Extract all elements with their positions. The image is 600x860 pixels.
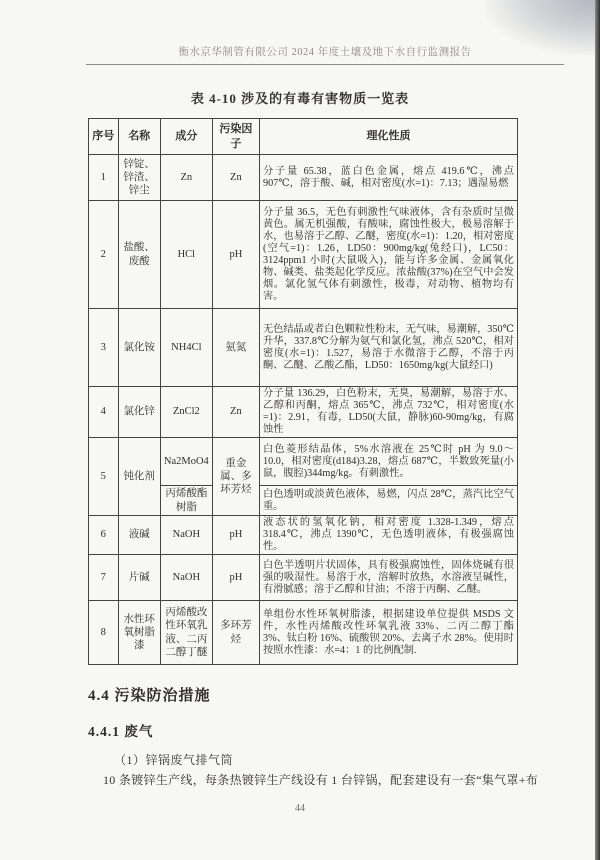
substance-name: 氯化锌: [118, 387, 160, 438]
substance-properties: 白色菱形结晶体，5%水溶液在 25℃时 pH 为 9.0～10.0，相对密度(d184)3.28，熔点 687℃，半数致死量(小鼠，腹腔)344mg/kg。有刺激性。: [259, 438, 517, 486]
row-no: 7: [89, 555, 119, 601]
scan-edge-shadow: [595, 0, 600, 860]
substance-name: 钝化剂: [118, 438, 160, 516]
pollution-factor: pH: [212, 516, 259, 555]
row-no: 3: [89, 309, 119, 387]
document-header: [86, 44, 564, 65]
substance-properties: 白色透明或淡黄色液体，易燃，闪点 28℃，蒸汽比空气重。: [259, 486, 517, 516]
substance-properties: 分子量 36.5，无色有刺激性气味液体，含有杂质时呈微黄色。属无机强酸，有酸味，腐蚀性极大，极易溶解于水，也易溶于乙醇、乙醚，密度(水=1)：1.20，相对密度(空气=1)：1.26，LD50：900mg/kg(兔经口)，LC50：3124ppm1 小时(大鼠吸入)，能与许多金属、金属氧化物、碱类、盐类起化学反应。浓盐酸(37%)在空气中会发烟。氯化氢气体有刺激性，极毒，对动物、植物均有害。: [259, 201, 517, 309]
substance-component: NaOH: [160, 516, 212, 555]
col-header-no: 序号: [89, 119, 119, 155]
table-row: [89, 555, 518, 601]
pollution-factor: Zn: [212, 387, 259, 438]
substance-name: 氯化铵: [118, 309, 160, 387]
substance-component: NaOH: [160, 555, 212, 601]
col-header-properties: 理化性质: [259, 119, 517, 155]
col-header-name: 名称: [118, 119, 160, 155]
substance-name: 水性环氧树脂漆: [118, 601, 160, 665]
col-header-component: 成分: [160, 119, 212, 155]
pollution-factor: 多环芳烃: [212, 601, 259, 665]
table-title: 表 4-10 涉及的有毒有害物质一览表: [190, 91, 410, 106]
substance-component: 丙烯酸改性环氧乳液、二丙二醇丁醚: [160, 601, 212, 665]
page-number: 44: [295, 803, 305, 814]
table-row: [89, 387, 518, 438]
table-header-row: [89, 119, 518, 155]
substance-name: 液碱: [118, 516, 160, 555]
substance-name: 锌锭、锌渣、锌尘: [118, 155, 160, 201]
body-paragraph: 10 条镀锌生产线，每条热镀锌生产线设有 1 台锌锅，配套建设有一套“集气罩+布: [103, 773, 539, 787]
pollution-factor: 氨氮: [212, 309, 259, 387]
pollution-factor: pH: [212, 555, 259, 601]
section-heading-4-4-1: 4.4.1 废气: [88, 724, 154, 739]
substance-name: 片碱: [118, 555, 160, 601]
substance-name: 盐酸、废酸: [118, 201, 160, 309]
substance-properties: 分子量 65.38，蓝白色金属，熔点 419.6℃，沸点 907℃，溶于酸、碱，相对密度(水=1)：7.13；遇湿易燃: [259, 155, 517, 201]
table-row: [89, 201, 518, 309]
table-row: [89, 309, 518, 387]
row-no: 1: [89, 155, 119, 201]
table-row: [89, 516, 518, 555]
substance-component: HCl: [160, 201, 212, 309]
row-no: 5: [89, 438, 119, 516]
row-no: 6: [89, 516, 119, 555]
substance-properties: 单组份水性环氧树脂漆，根据建设单位提供 MSDS 文件，水性丙烯酸改性环氧乳液 33%、二丙二醇丁酯 3%、钛白粉 16%、硫酸钡 20%、去离子水 28%。使用时按照水性漆：水=4：1 的比例配制.: [259, 601, 517, 665]
table-row: [89, 601, 518, 665]
substance-component: 丙烯酸酯树脂: [160, 486, 212, 516]
list-item-1: （1）锌锅废气排气筒: [114, 753, 234, 767]
table-row: [89, 438, 518, 486]
substance-properties: 无色结晶或者白色颗粒性粉末，无气味，易潮解，350℃升华，337.8℃分解为氨气和氯化氢，沸点 520℃，相对密度(水=1)：1.527，易溶于水微溶于乙醇，不溶于丙酮、乙醚、乙酸乙酯，LD50：1650mg/kg(大鼠经口): [259, 309, 517, 387]
pollution-factor: Zn: [212, 155, 259, 201]
row-no: 4: [89, 387, 119, 438]
substance-component: ZnCl2: [160, 387, 212, 438]
substance-properties: 分子量 136.29，白色粉末，无臭，易潮解，易溶于水、乙醇和丙酮，熔点 365℃，沸点 732℃，相对密度(水=1)：2.91，有毒，LD50(大鼠，静脉)60-90mg/kg，有腐蚀性: [259, 387, 517, 438]
section-heading-4-4: 4.4 污染防治措施: [88, 688, 211, 704]
substance-properties: 液态状的氢氧化钠，相对密度 1.328-1.349，熔点 318.4℃，沸点 1390℃，无色透明液体，有极强腐蚀性。: [259, 516, 517, 555]
row-no: 8: [89, 601, 119, 665]
col-header-factor: 污染因子: [212, 119, 259, 155]
table-row: [89, 155, 518, 201]
substance-component: Na2MoO4: [160, 438, 212, 486]
document-header-title: 衡水京华制管有限公司 2024 年度土壤及地下水自行监测报告: [178, 47, 472, 58]
row-no: 2: [89, 201, 119, 309]
substance-component: Zn: [160, 155, 212, 201]
hazardous-substances-table: [88, 118, 518, 665]
substance-component: NH4Cl: [160, 309, 212, 387]
pollution-factor: pH: [212, 201, 259, 309]
pollution-factor: 重金属、多环芳烃: [212, 438, 259, 516]
substance-properties: 白色半透明片状固体，具有极强腐蚀性，固体烧碱有很强的吸湿性。易溶于水，溶解时放热，水溶液呈碱性，有滑腻感；溶于乙醇和甘油；不溶于丙酮、乙醚。: [259, 555, 517, 601]
